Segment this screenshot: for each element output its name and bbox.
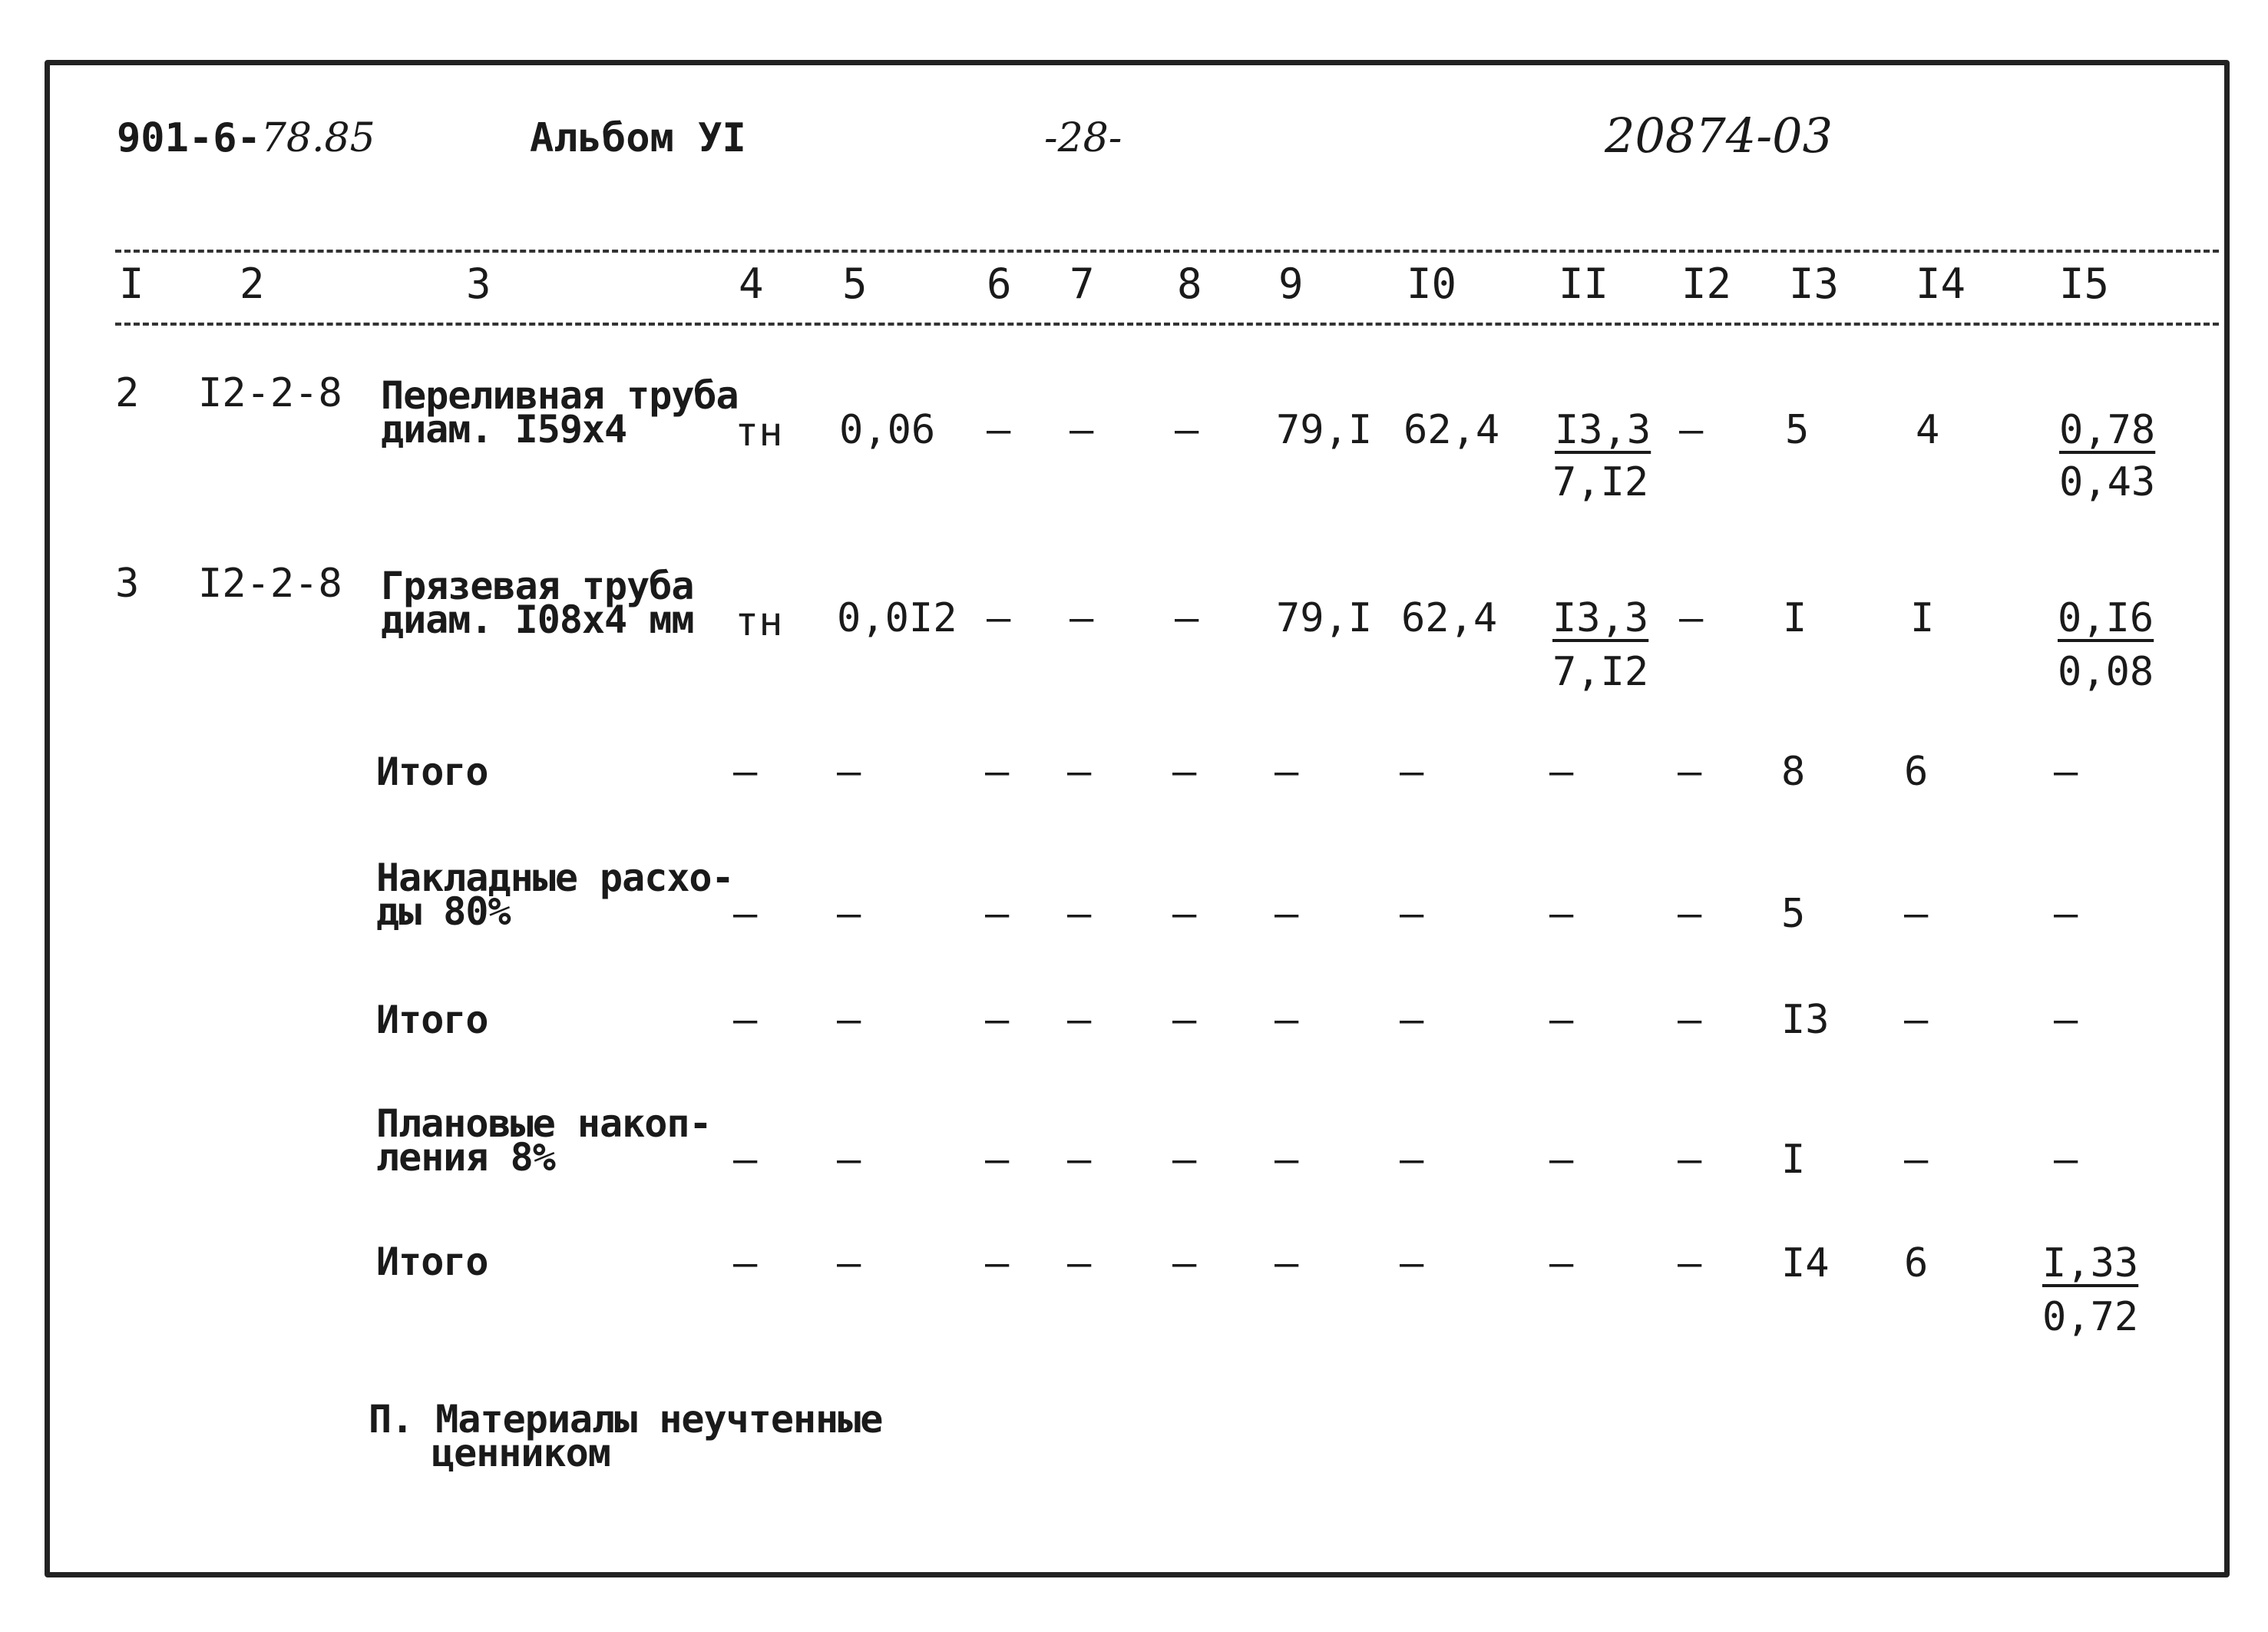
item-description-line2: диам. I08x4 мм	[381, 598, 694, 642]
col-8-value: –	[1172, 1240, 1197, 1286]
col-4-value: –	[733, 1240, 758, 1286]
rate-code: I2-2-8	[198, 370, 342, 416]
col-10-value: –	[1400, 997, 1424, 1043]
col-9-value: –	[1275, 891, 1299, 937]
col-12-value: –	[1679, 407, 1704, 453]
rate-code: I2-2-8	[198, 561, 342, 607]
col-7-value: –	[1070, 595, 1094, 641]
col-14-value: –	[1904, 997, 1929, 1043]
col-15-value: –	[2054, 997, 2078, 1043]
row-number: 2	[115, 370, 140, 416]
col-15-numerator: 0,I6	[2058, 595, 2154, 641]
col-11-value: –	[1549, 1137, 1574, 1183]
col-5-header: 5	[842, 260, 868, 308]
col-9-value: –	[1275, 1240, 1299, 1286]
col-14-value: 6	[1904, 749, 1929, 795]
col-7-value: –	[1067, 891, 1092, 937]
col-10-value: 62,4	[1401, 595, 1498, 641]
col-13-value: I3	[1781, 997, 1830, 1043]
col-6-value: –	[985, 1137, 1010, 1183]
col-15-denominator: 0,08	[2058, 649, 2154, 695]
col-11-value: –	[1549, 1240, 1574, 1286]
col-8-header: 8	[1177, 260, 1202, 308]
unit: тн	[735, 409, 783, 455]
col-8-value: –	[1172, 891, 1197, 937]
col-10-value: –	[1400, 1240, 1424, 1286]
col-7-value: –	[1070, 407, 1094, 453]
col-9-value: 79,I	[1276, 595, 1373, 641]
col-12-value: –	[1678, 997, 1702, 1043]
col-13-value: I	[1781, 1137, 1806, 1183]
col-15-numerator: 0,78	[2059, 407, 2156, 453]
col-10-value: 62,4	[1403, 407, 1500, 453]
col-6-value: –	[987, 407, 1011, 453]
col-10-value: –	[1400, 891, 1424, 937]
col-12-value: –	[1678, 1137, 1702, 1183]
quantity: 0,0I2	[837, 595, 957, 641]
col-7-value: –	[1067, 1240, 1092, 1286]
col-9-header: 9	[1278, 260, 1304, 308]
col-6-value: –	[985, 749, 1010, 795]
album-label: Альбом УI	[530, 115, 746, 161]
col-15-denominator: 0,43	[2059, 459, 2156, 505]
quantity: 0,06	[839, 407, 936, 453]
col-14-value: I	[1910, 595, 1935, 641]
col-14-value: –	[1904, 1137, 1929, 1183]
col-12-value: –	[1678, 749, 1702, 795]
col-4-value: –	[733, 1137, 758, 1183]
header-top-rule	[115, 250, 2219, 253]
col-11-numerator: I3,3	[1552, 595, 1649, 641]
col-13-value: I	[1783, 595, 1807, 641]
col-15-header: I5	[2059, 260, 2110, 308]
col-12-header: I2	[1681, 260, 1732, 308]
col-7-value: –	[1067, 997, 1092, 1043]
col-4-value: –	[733, 749, 758, 795]
col-5-value: –	[837, 1137, 861, 1183]
col-7-value: –	[1067, 749, 1092, 795]
col-10-value: –	[1400, 749, 1424, 795]
col-11-value: –	[1549, 749, 1574, 795]
document-code-handwritten: 78.85	[260, 115, 375, 161]
section-heading-line1: П. Материалы неучтенные	[369, 1397, 883, 1442]
item-description-line2: диам. I59x4	[381, 407, 627, 452]
col-15-value: –	[2054, 1137, 2078, 1183]
summary-label-line1: Плановые накоп-	[376, 1101, 712, 1146]
col-11-numerator: I3,3	[1555, 407, 1651, 453]
col-14-value: 6	[1904, 1240, 1929, 1286]
item-description-line1: Грязевая труба	[381, 564, 694, 608]
col-14-header: I4	[1916, 260, 1966, 308]
col-13-value: I4	[1781, 1240, 1830, 1286]
col-5-value: –	[837, 997, 861, 1043]
unit: тн	[735, 599, 783, 645]
col-11-denominator: 7,I2	[1552, 649, 1649, 695]
page-frame	[45, 60, 2230, 1577]
section-heading-line2: ценником	[431, 1431, 610, 1475]
col-5-value: –	[837, 749, 861, 795]
col-4-value: –	[733, 997, 758, 1043]
col-12-value: –	[1678, 1240, 1702, 1286]
col-13-value: 8	[1781, 749, 1806, 795]
summary-label: Итого	[376, 750, 488, 794]
col-8-value: –	[1175, 407, 1199, 453]
col-8-value: –	[1172, 997, 1197, 1043]
col-13-header: I3	[1789, 260, 1840, 308]
summary-label-line1: Накладные расхо-	[376, 856, 734, 900]
col-6-value: –	[985, 1240, 1010, 1286]
col-8-value: –	[1172, 1137, 1197, 1183]
item-description-line1: Переливная труба	[381, 373, 739, 418]
col-15-numerator: I,33	[2042, 1240, 2139, 1286]
col-10-header: I0	[1407, 260, 1457, 308]
col-13-value: 5	[1781, 891, 1806, 937]
col-9-value: –	[1275, 1137, 1299, 1183]
col-7-value: –	[1067, 1137, 1092, 1183]
document-number: 20874-03	[1605, 108, 1833, 164]
col-6-value: –	[987, 595, 1011, 641]
col-8-value: –	[1172, 749, 1197, 795]
summary-label: Итого	[376, 1240, 488, 1284]
col-9-value: 79,I	[1276, 407, 1373, 453]
col-7-header: 7	[1070, 260, 1095, 308]
col-15-value: –	[2054, 891, 2078, 937]
col-11-value: –	[1549, 891, 1574, 937]
col-11-denominator: 7,I2	[1552, 459, 1649, 505]
col-14-value: 4	[1916, 407, 1940, 453]
col-14-value: –	[1904, 891, 1929, 937]
col-1-header: I	[119, 260, 144, 308]
col-6-value: –	[985, 997, 1010, 1043]
col-4-header: 4	[739, 260, 764, 308]
col-15-denominator: 0,72	[2042, 1294, 2139, 1340]
col-15-value: –	[2054, 749, 2078, 795]
col-8-value: –	[1175, 595, 1199, 641]
document-code	[117, 115, 375, 161]
col-5-value: –	[837, 891, 861, 937]
page-number: -28-	[1044, 115, 1122, 161]
col-9-value: –	[1275, 997, 1299, 1043]
col-12-value: –	[1679, 595, 1704, 641]
col-6-value: –	[985, 891, 1010, 937]
header-bottom-rule	[115, 323, 2219, 326]
col-11-header: II	[1559, 260, 1609, 308]
col-2-header: 2	[240, 260, 265, 308]
col-10-value: –	[1400, 1137, 1424, 1183]
summary-label-line2: ды 80%	[376, 889, 511, 934]
col-12-value: –	[1678, 891, 1702, 937]
col-6-header: 6	[987, 260, 1012, 308]
col-4-value: –	[733, 891, 758, 937]
document-code-printed: 901-6-	[117, 115, 261, 161]
col-9-value: –	[1275, 749, 1299, 795]
col-5-value: –	[837, 1240, 861, 1286]
summary-label-line2: ления 8%	[376, 1135, 555, 1180]
col-13-value: 5	[1785, 407, 1810, 453]
row-number: 3	[115, 561, 140, 607]
col-11-value: –	[1549, 997, 1574, 1043]
summary-label: Итого	[376, 998, 488, 1042]
col-3-header: 3	[466, 260, 491, 308]
